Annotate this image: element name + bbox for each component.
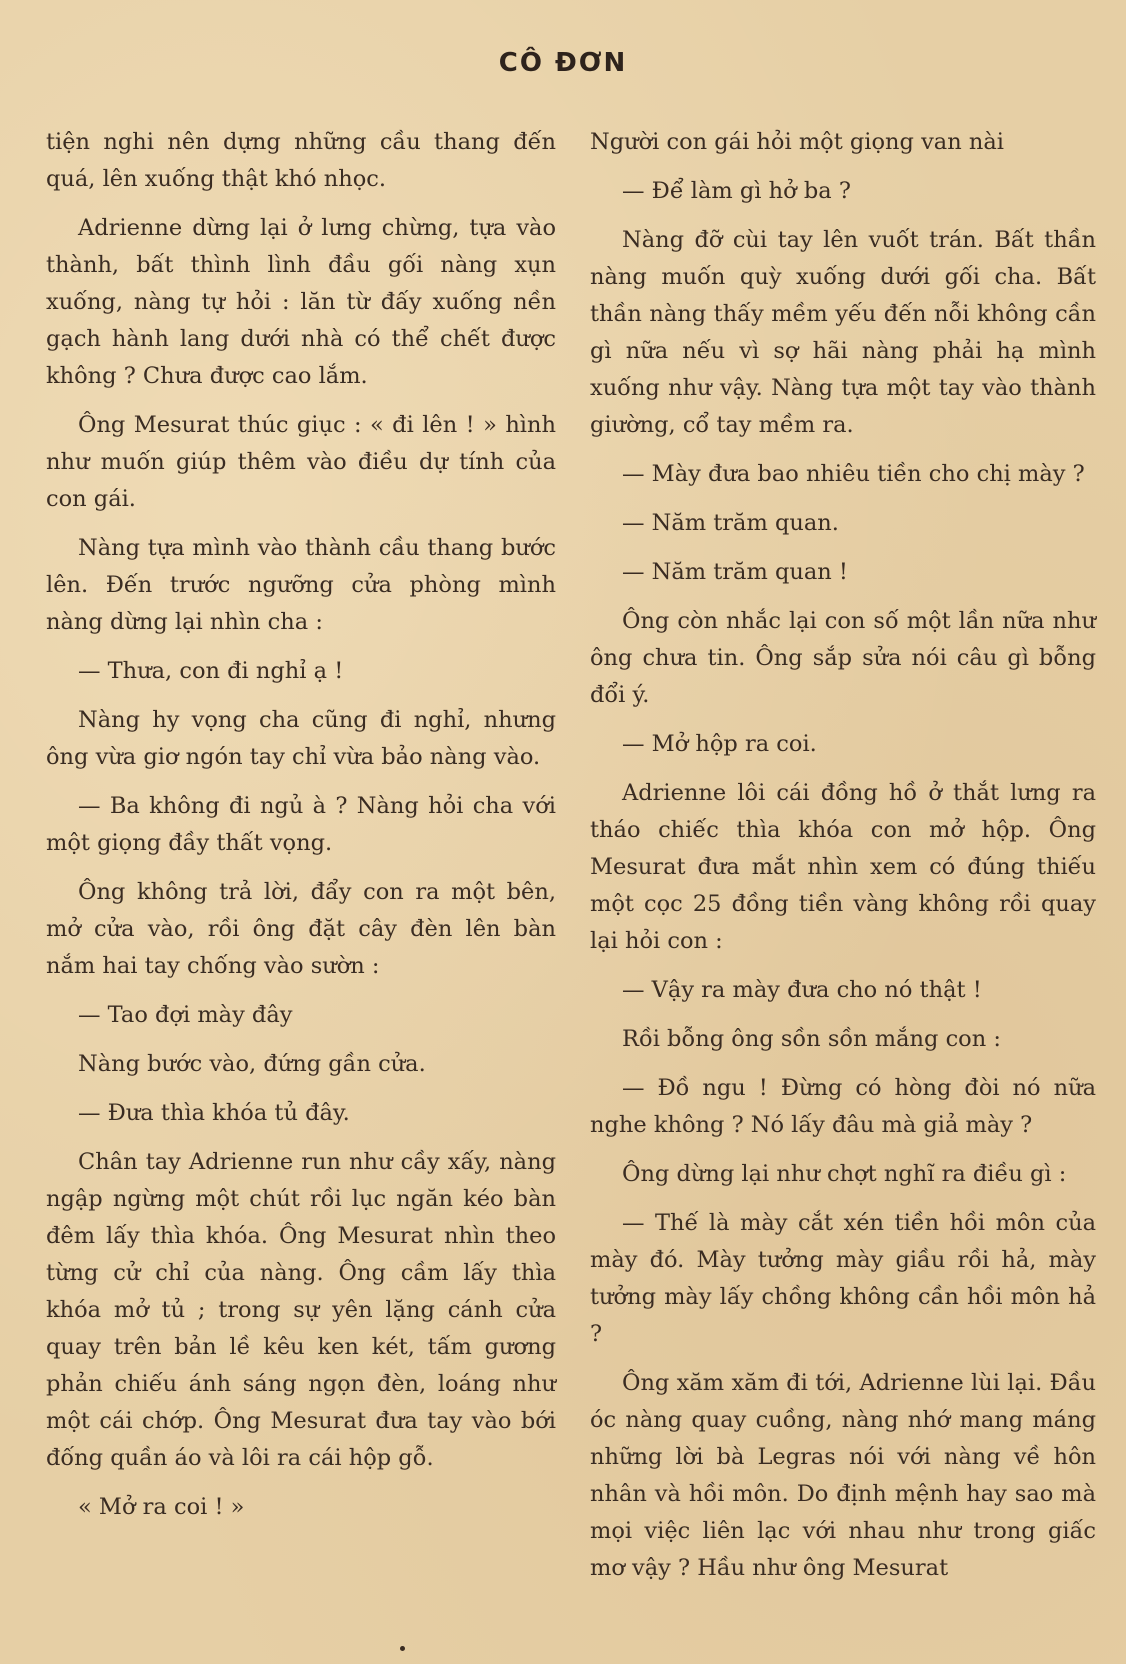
right-column [590,124,1096,1599]
left-column [46,124,556,1538]
paragraph: Nàng đỡ cùi tay lên vuốt trán. Bất thần nàng muốn quỳ xuống dưới gối cha. Bất thần nàng thấy mềm yếu đến nỗi không cần gì nữa nếu vì sợ hãi nàng phải hạ mình xuống như vậy. Nàng tựa một tay vào thành giường, cổ tay mềm ra. [590,227,1096,438]
paragraph: Nàng hy vọng cha cũng đi nghỉ, nhưng ông vừa giơ ngón tay chỉ vừa bảo nàng vào. [46,707,556,770]
dialogue-line: — Năm trăm quan. [622,510,839,536]
paragraph: Ông còn nhắc lại con số một lần nữa như ông chưa tin. Ông sắp sửa nói câu gì bỗng đổi ý. [590,608,1096,708]
dialogue-line: — Thưa, con đi nghỉ ạ ! [78,658,344,684]
page-header: CÔ ĐƠN [498,48,628,78]
dialogue-line: — Đồ ngu ! Đừng có hòng đòi nó nữa nghe không ? Nó lấy đâu mà giả mày ? [590,1075,1096,1138]
paragraph: tiện nghi nên dựng những cầu thang đến quá, lên xuống thật khó nhọc. [46,129,556,192]
paragraph: Adrienne dừng lại ở lưng chừng, tựa vào thành, bất thình lình đầu gối nàng xụn xuống, nàng tự hỏi : lăn từ đấy xuống nền gạch hành lang dưới nhà có thể chết được không ? Chưa được cao lắm. [46,215,556,389]
dialogue-line: — Vậy ra mày đưa cho nó thật ! [622,977,982,1003]
paragraph: Ông xăm xăm đi tới, Adrienne lùi lại. Đầu óc nàng quay cuồng, nàng nhớ mang máng những lời bà Legras nói với nàng về hôn nhân và hồi môn. Do định mệnh hay sao mà mọi việc liên lạc với nhau như trong giấc mơ vậy ? Hầu như ông Mesurat [590,1370,1096,1581]
paragraph: Adrienne lôi cái đồng hồ ở thắt lưng ra tháo chiếc thìa khóa con mở hộp. Ông Mesurat đưa mắt nhìn xem có đúng thiếu một cọc 25 đồng tiền vàng không rồi quay lại hỏi con : [590,780,1096,954]
paragraph: Nàng tựa mình vào thành cầu thang bước lên. Đến trước ngưỡng cửa phòng mình nàng dừng lại nhìn cha : [46,535,556,635]
dialogue-line: — Mở hộp ra coi. [622,731,817,757]
dialogue-line: — Ba không đi ngủ à ? Nàng hỏi cha với một giọng đầy thất vọng. [46,793,556,856]
dialogue-line: — Thế là mày cắt xén tiền hồi môn của mày đó. Mày tưởng mày giầu rồi hả, mày tưởng mày lấy chồng không cần hồi môn hả ? [590,1210,1096,1347]
paragraph: Người con gái hỏi một giọng van nài [590,129,1004,155]
paragraph: Ông Mesurat thúc giục : « đi lên ! » hình như muốn giúp thêm vào điều dự tính của con gái. [46,412,556,512]
paragraph: Rồi bỗng ông sồn sồn mắng con : [622,1026,1001,1052]
page-dot [400,1646,405,1651]
dialogue-line: — Đưa thìa khóa tủ đây. [78,1100,350,1126]
paragraph: Ông không trả lời, đẩy con ra một bên, mở cửa vào, rồi ông đặt cây đèn lên bàn nắm hai tay chống vào sườn : [46,879,556,979]
paragraph: Nàng bước vào, đứng gần cửa. [78,1051,426,1077]
paragraph: « Mở ra coi ! » [78,1494,245,1520]
dialogue-line: — Mày đưa bao nhiêu tiền cho chị mày ? [622,461,1085,487]
dialogue-line: — Tao đợi mày đây [78,1002,293,1028]
dialogue-line: — Để làm gì hở ba ? [622,178,851,204]
paragraph: Chân tay Adrienne run như cầy xấy, nàng ngập ngừng một chút rồi lục ngăn kéo bàn đêm lấy thìa khóa. Ông Mesurat nhìn theo từng cử chỉ của nàng. Ông cầm lấy thìa khóa mở tủ ; trong sự yên lặng cánh cửa quay trên bản lề kêu ken két, tấm gương phản chiếu ánh sáng ngọn đèn, loáng như một cái chớp. Ông Mesurat đưa tay vào bới đống quần áo và lôi ra cái hộp gỗ. [46,1149,556,1471]
dialogue-line: — Năm trăm quan ! [622,559,848,585]
paragraph: Ông dừng lại như chợt nghĩ ra điều gì : [622,1161,1067,1187]
